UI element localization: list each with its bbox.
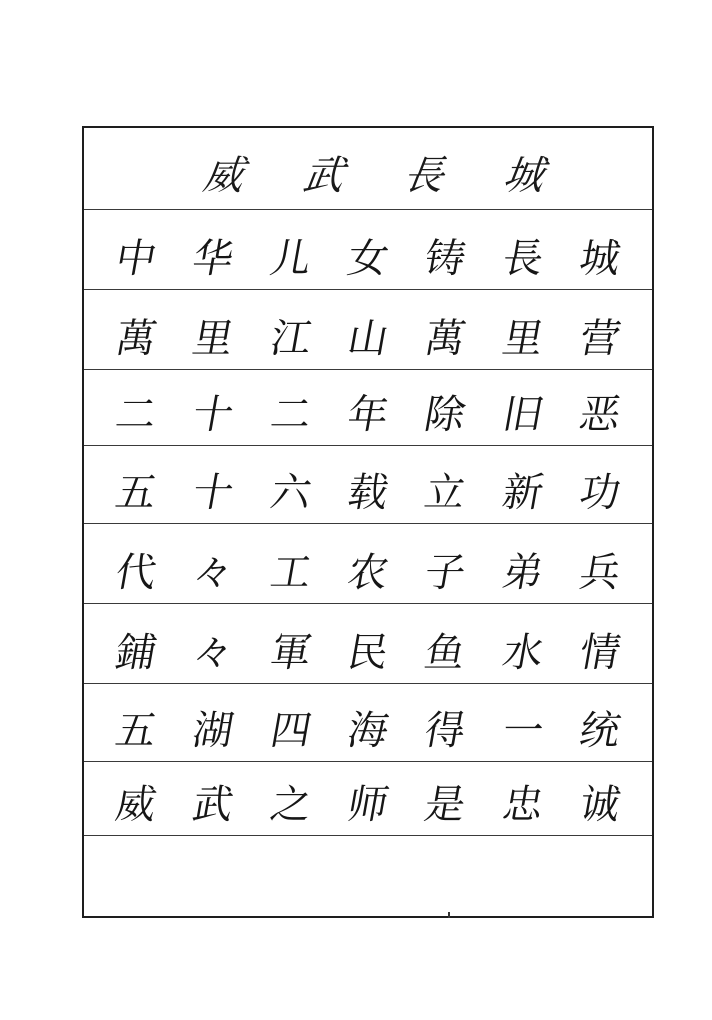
line-char: 威 bbox=[111, 782, 161, 828]
title-row bbox=[84, 128, 652, 210]
line-char: 々 bbox=[189, 550, 238, 596]
line-char: 鱼 bbox=[421, 630, 470, 676]
text-line bbox=[84, 290, 652, 370]
line-char: 载 bbox=[343, 470, 393, 516]
line-char: 々 bbox=[189, 630, 238, 676]
line-char: 弟 bbox=[498, 550, 547, 596]
title-char: 長 bbox=[400, 152, 447, 199]
line-char: 鋪 bbox=[111, 630, 161, 676]
text-line bbox=[84, 524, 652, 604]
line-char: 工 bbox=[266, 550, 315, 596]
line-char: 水 bbox=[498, 630, 547, 676]
line-char: 新 bbox=[498, 470, 547, 516]
line-char: 之 bbox=[266, 782, 315, 828]
line-char: 儿 bbox=[266, 236, 315, 282]
line-char: 农 bbox=[343, 550, 393, 596]
text-line bbox=[84, 762, 652, 836]
line-char: 中 bbox=[111, 236, 161, 282]
line-char: 六 bbox=[266, 470, 315, 516]
line-char: 萬 bbox=[421, 316, 470, 362]
line-char: 十 bbox=[189, 470, 238, 516]
line-char: 诚 bbox=[575, 782, 625, 828]
line-char: 立 bbox=[421, 470, 470, 516]
line-char: 四 bbox=[266, 708, 315, 754]
text-line bbox=[84, 604, 652, 684]
line-char: 山 bbox=[343, 316, 393, 362]
line-char: 子 bbox=[421, 550, 470, 596]
text-line bbox=[84, 446, 652, 524]
paper-mark bbox=[448, 912, 450, 918]
ruled-frame bbox=[82, 126, 654, 918]
line-char: 营 bbox=[575, 316, 625, 362]
text-line bbox=[84, 210, 652, 290]
line-char: 城 bbox=[575, 236, 625, 282]
line-char: 二 bbox=[111, 392, 161, 438]
title-char: 武 bbox=[300, 152, 347, 199]
line-char: 萬 bbox=[111, 316, 161, 362]
line-char: 里 bbox=[189, 316, 238, 362]
line-char: 兵 bbox=[575, 550, 625, 596]
line-char: 十 bbox=[189, 392, 238, 438]
line-char: 一 bbox=[498, 708, 547, 754]
line-char: 代 bbox=[111, 550, 161, 596]
line-char: 軍 bbox=[266, 630, 315, 676]
text-line bbox=[84, 684, 652, 762]
line-char: 铸 bbox=[421, 236, 470, 282]
line-char: 情 bbox=[575, 630, 625, 676]
sheet-title bbox=[200, 144, 547, 200]
line-char: 江 bbox=[266, 316, 315, 362]
line-char: 二 bbox=[266, 392, 315, 438]
line-char: 五 bbox=[111, 708, 161, 754]
line-char: 湖 bbox=[189, 708, 238, 754]
line-char: 统 bbox=[575, 708, 625, 754]
blank-line bbox=[84, 836, 652, 916]
line-char: 武 bbox=[189, 782, 238, 828]
line-char: 旧 bbox=[498, 392, 547, 438]
line-char: 里 bbox=[498, 316, 547, 362]
line-char: 五 bbox=[111, 470, 161, 516]
line-char: 女 bbox=[343, 236, 393, 282]
line-char: 是 bbox=[421, 782, 470, 828]
line-char: 师 bbox=[343, 782, 393, 828]
line-char: 民 bbox=[343, 630, 393, 676]
line-char: 長 bbox=[498, 236, 547, 282]
line-char: 得 bbox=[421, 708, 470, 754]
line-char: 除 bbox=[421, 392, 470, 438]
title-char: 威 bbox=[200, 152, 247, 199]
line-char: 海 bbox=[343, 708, 393, 754]
line-char: 忠 bbox=[498, 782, 547, 828]
text-line bbox=[84, 370, 652, 446]
line-char: 功 bbox=[575, 470, 625, 516]
line-char: 恶 bbox=[575, 392, 625, 438]
line-char: 华 bbox=[189, 236, 238, 282]
line-char: 年 bbox=[343, 392, 393, 438]
title-char: 城 bbox=[500, 152, 547, 199]
